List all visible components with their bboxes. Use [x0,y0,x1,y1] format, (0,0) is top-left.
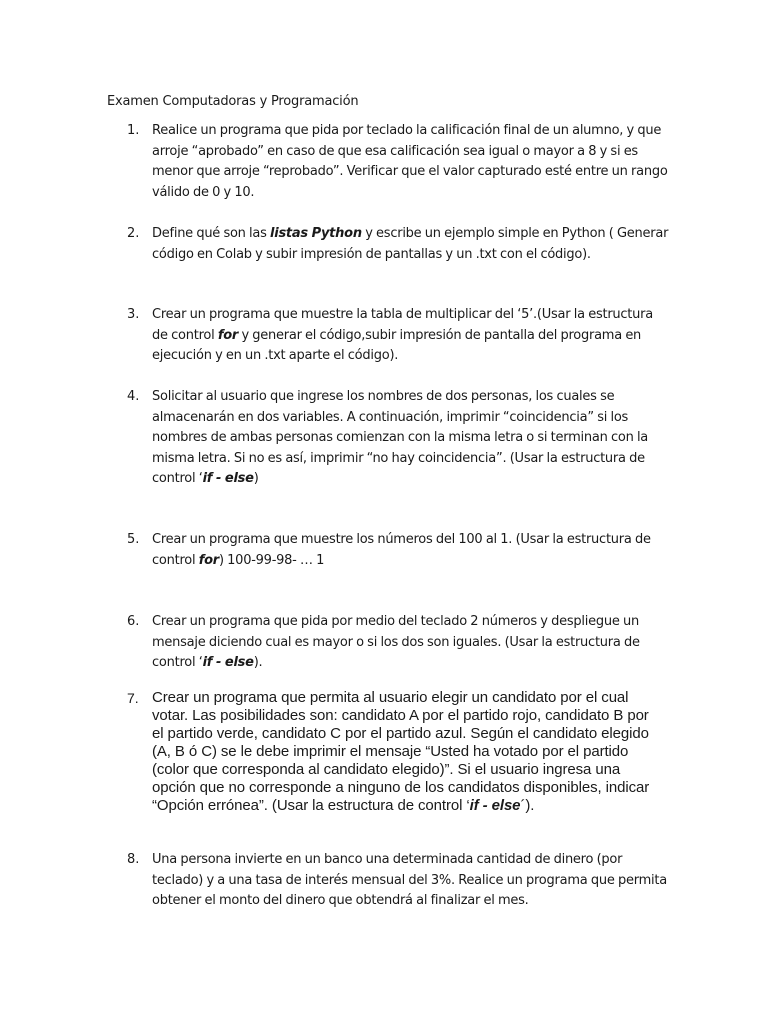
question-text: Realice un programa que pida por teclado la calificación final de un alumno, y que arroje “aprobado” en caso de que esa calificación sea igual o mayor a 8 y si es menor que arroje “reprobado”. Verificar que el valor capturado esté entre un rango válido de 0 y 10. [152,123,668,200]
emphasis-text: listas Python [270,226,362,241]
emphasis-text: for [217,327,239,343]
emphasis-text: for [198,552,219,568]
question-text: Crear un programa que permita al usuario elegir un candidato por el cual votar. Las posibilidades son: candidato A por el partido rojo, candidato B por el partido verde, candidato C por el partido azul. Según el candidato elegido (A, B ó C) se le debe imprimir el mensaje “Usted ha votado por el partido (color que corresponda al candidato elegido)”. Si el usuario ingresa una opción que no corresponde a ninguno de los candidatos disponibles, indicar “Opción errónea”. (Usar la estructura de control ‘if - else´). [152,689,650,814]
question-text: Crear un programa que muestre los números del 100 al 1. (Usar la estructura de control for) 100-99-98- … 1 [152,532,651,568]
question-text: Define qué son las listas Python y escribe un ejemplo simple en Python ( Generar código en Colab y subir impresión de pantallas y un .txt con el código). [152,226,669,262]
question-text: Crear un programa que muestre la tabla de multiplicar del ‘5’.(Usar la estructura de control for y generar el código,subir impresión de pantalla del programa en ejecución y en un .txt aparte el código). [152,307,653,363]
question-number: 5. [127,532,140,547]
emphasis-text: if - else [202,655,254,670]
question-text: Crear un programa que pida por medio del teclado 2 números y despliegue un mensaje diciendo cual es mayor o si los dos son iguales. (Usar la estructura de control ‘if - else). [152,614,640,670]
question-number: 6. [127,614,140,629]
question-text: Una persona invierte en un banco una determinada cantidad de dinero (por teclado) y a una tasa de interés mensual del 3%. Realice un programa que permita obtener el monto del dinero que obtendrá al finalizar el mes. [152,852,667,908]
question-number: 1. [127,123,140,138]
question-number: 3. [127,307,140,322]
document-title: Examen Computadoras y Programación [107,94,359,109]
question-number: 2. [127,226,140,241]
question-number: 7. [127,690,139,706]
question-number: 8. [127,852,140,867]
emphasis-text: if - else [469,797,521,814]
emphasis-text: if - else [202,471,254,486]
question-text: Solicitar al usuario que ingrese los nombres de dos personas, los cuales se almacenarán en dos variables. A continuación, imprimir “coincidencia” si los nombres de ambas personas comienzan con la misma letra o si terminan con la misma letra. Si no es así, imprimir “no hay coincidencia”. (Usar la estructura de control ‘if - else) [152,389,649,486]
question-number: 4. [127,389,140,404]
